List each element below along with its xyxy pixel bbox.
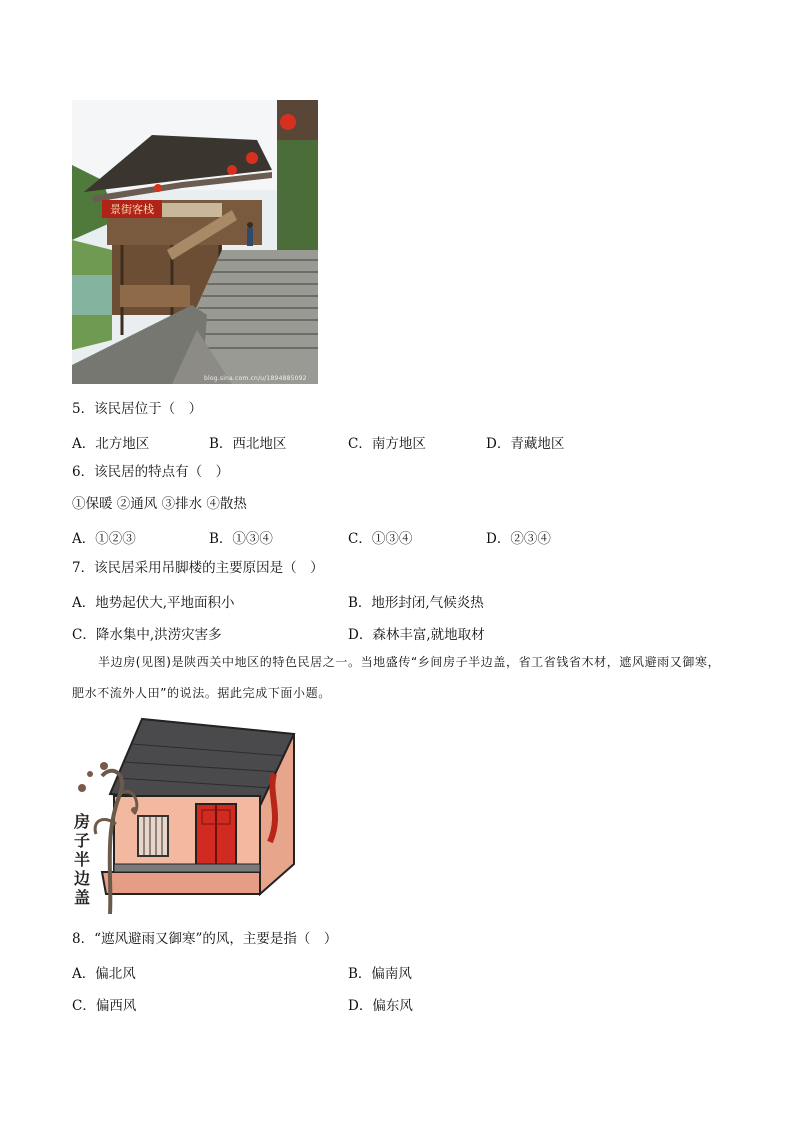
question-7-stem: 7．该民居采用吊脚楼的主要原因是（ ）: [72, 560, 324, 576]
question-5-option-b: B．西北地区: [209, 436, 287, 452]
photo-watermark: blog.sina.com.cn/u/1894885092: [204, 375, 307, 382]
question-6-stem: 6．该民居的特点有（ ）: [72, 464, 230, 480]
question-8-option-d: D．偏东风: [348, 998, 413, 1014]
stilt-house-photo: [72, 100, 318, 384]
question-6-option-c: C．①③④: [348, 531, 413, 547]
reading-passage: [72, 647, 722, 709]
question-6-statements: ①保暖 ②通风 ③排水 ④散热: [72, 496, 247, 512]
question-7-option-b: B．地形封闭,气候炎热: [348, 595, 484, 611]
label-char: 边: [73, 869, 90, 888]
question-6-option-d: D．②③④: [486, 531, 551, 547]
half-house-illustration: [72, 714, 298, 914]
label-char: 半: [73, 850, 90, 869]
question-8-option-c: C．偏西风: [72, 998, 137, 1014]
question-7-option-a: A．地势起伏大,平地面积小: [72, 595, 235, 611]
question-5-option-a: A．北方地区: [72, 436, 150, 452]
question-8-stem: 8．“遮风避雨又御寒”的风，主要是指（ ）: [72, 931, 338, 947]
question-7-option-c: C．降水集中,洪涝灾害多: [72, 627, 222, 643]
question-5-option-c: C．南方地区: [348, 436, 426, 452]
illustration-label: [72, 812, 92, 907]
question-8-option-b: B．偏南风: [348, 966, 412, 982]
question-8-option-a: A．偏北风: [72, 966, 136, 982]
passage-text: 半边房(见图)是陕西关中地区的特色民居之一。当地盛传“乡间房子半边盖，省工省钱省木材，遮风避雨又御寒，肥水不流外人田”的说法。据此完成下面小题。: [72, 655, 721, 700]
question-7-option-d: D．森林丰富,就地取材: [348, 627, 485, 643]
label-char: 房: [73, 812, 90, 831]
question-5-stem: 5．该民居位于（ ）: [72, 401, 203, 417]
label-char: 子: [73, 831, 90, 850]
question-6-option-a: A．①②③: [72, 531, 136, 547]
label-char: 盖: [73, 888, 90, 907]
sign-text: 景街客栈: [110, 203, 154, 216]
question-5-option-d: D．青藏地区: [486, 436, 565, 452]
question-6-option-b: B．①③④: [209, 531, 273, 547]
